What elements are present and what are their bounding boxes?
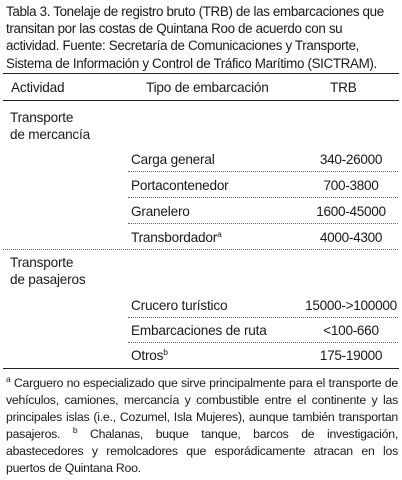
row-tipo: Portacontenedor: [131, 178, 229, 193]
footnote-text: Chalanas, buque tanque, barcos de investigación, abastecedores y remolcadores que esporádicamente atracan en los puertos de Quintana Roo.: [6, 427, 398, 476]
row-separator: [128, 223, 398, 224]
group-label-line: Transporte: [10, 255, 74, 270]
footnote-mark: b: [72, 425, 78, 436]
row-tipo: Granelero: [131, 204, 190, 219]
row-tipo-text: Transbordador: [131, 230, 218, 245]
row-tipo: Embarcaciones de ruta: [131, 323, 267, 338]
header-trb: TRB: [330, 80, 357, 95]
footnote-ref: a: [217, 229, 222, 239]
row-trb: 175-19000: [319, 348, 383, 363]
row-tipo: Crucero turístico: [131, 298, 228, 313]
header-rule: [3, 100, 399, 101]
row-trb: 4000-4300: [319, 230, 383, 245]
footnote-mark: a: [6, 374, 11, 384]
group-label-line: de mercancía: [10, 127, 90, 142]
table-caption: Tabla 3. Tonelaje de registro bruto (TRB) de las embarcaciones que transitan por las costas de Quintana Roo de acuerdo con su actividad. Fuente: Secretaría de Comunicaciones y Transporte, Sistema de Información y Control de Tráfico Marítimo (SICTRAM).: [6, 4, 384, 71]
footnote-ref: b: [163, 347, 168, 357]
row-separator: [128, 197, 398, 198]
row-tipo: [131, 230, 222, 245]
row-trb: 15000->100000: [305, 298, 397, 313]
row-trb: <100-660: [323, 323, 379, 338]
row-separator: [128, 171, 398, 172]
bottom-rule: [3, 368, 399, 369]
group-label: [10, 109, 90, 143]
row-tipo: [131, 348, 168, 363]
row-tipo-text: Otros: [131, 348, 164, 363]
row-trb: 340-26000: [319, 152, 383, 167]
group-separator: [3, 249, 398, 250]
row-separator: [128, 317, 398, 318]
header-actividad: Actividad: [11, 80, 65, 95]
row-trb: 1600-45000: [316, 204, 386, 219]
header-tipo: Tipo de embarcación: [146, 80, 269, 95]
row-trb: 700-3800: [323, 178, 379, 193]
row-tipo: Carga general: [131, 152, 215, 167]
top-rule: [3, 73, 399, 74]
table-footnote: [6, 375, 398, 478]
footnote-text: Carguero no especializado que sirve principalmente para el transporte de vehículos, camiones, mercancía y combustible entre el continente y las principales islas (i.e., Cozumel, Isla Mujeres), aunque también transportan pasajeros.: [6, 376, 398, 442]
group-label-line: Transporte: [10, 110, 74, 125]
group-label-line: de pasajeros: [10, 272, 86, 287]
group-label: [10, 254, 85, 288]
row-separator: [128, 342, 398, 343]
